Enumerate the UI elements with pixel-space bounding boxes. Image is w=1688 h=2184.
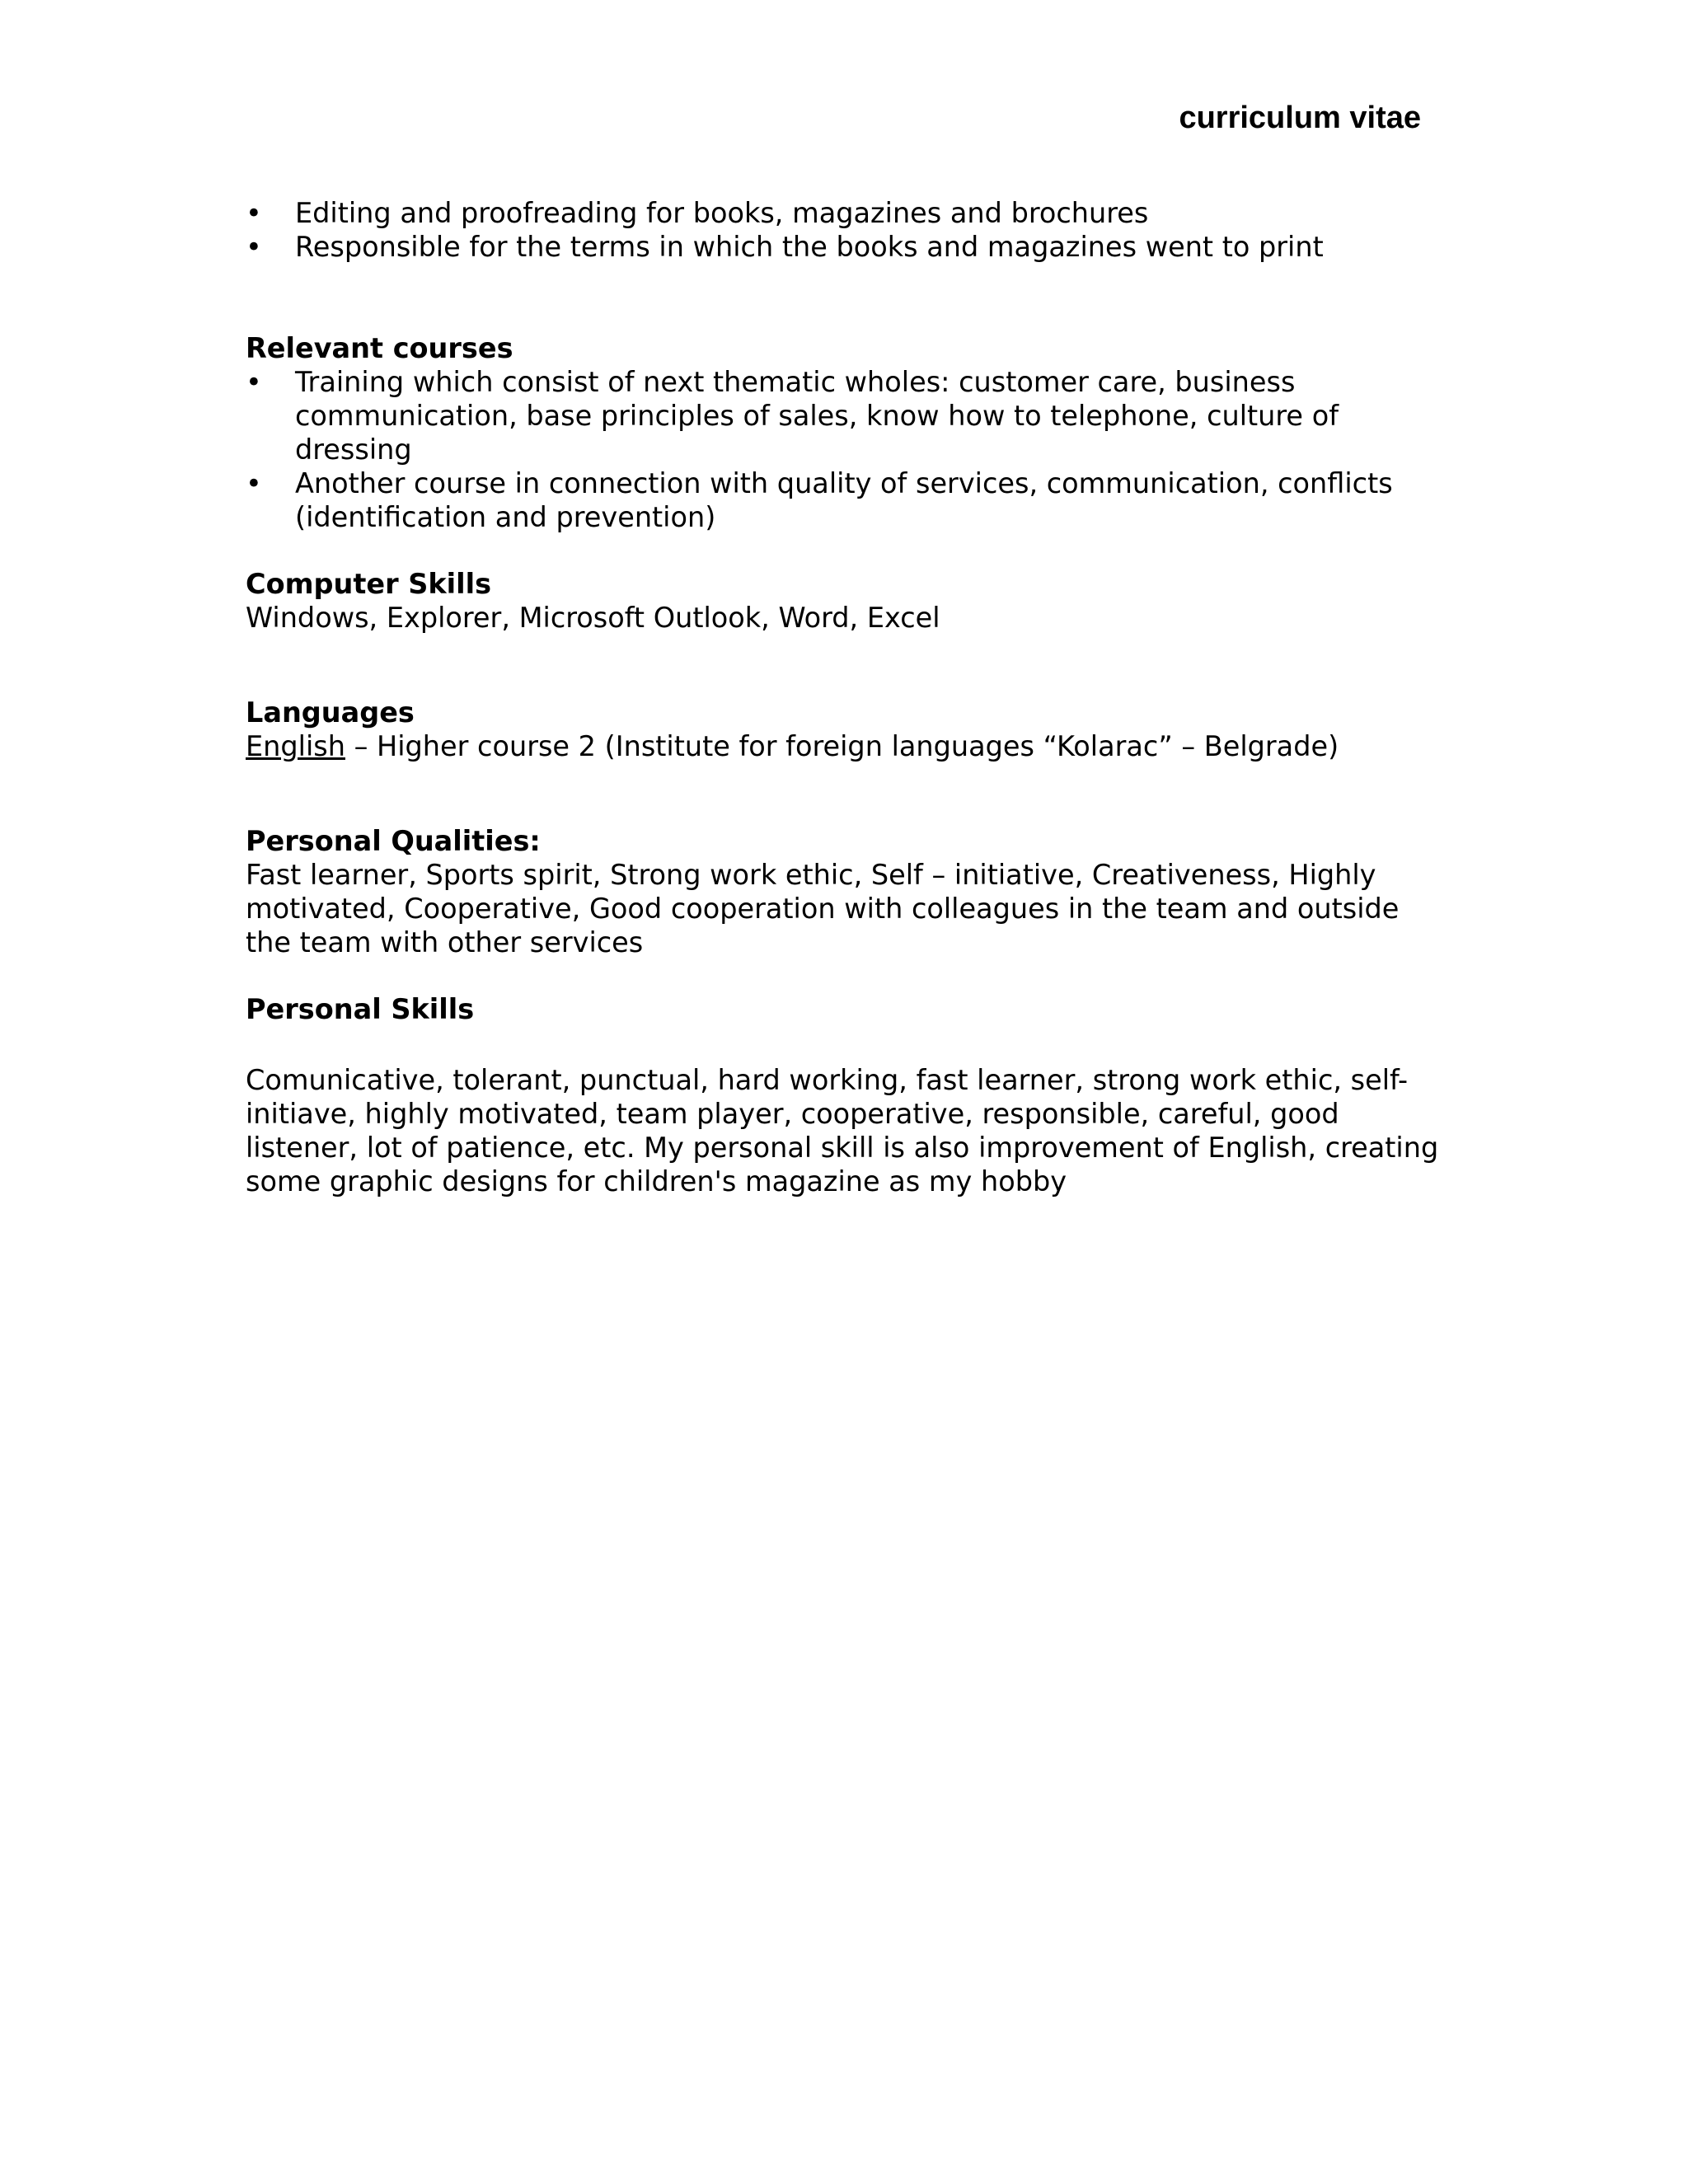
list-item: • Another course in connection with quality of services, communication, conflicts (identification and prevention) — [246, 466, 1449, 534]
personal-skills-section — [246, 992, 1449, 1198]
personal-qualities-text: Fast learner, Sports spirit, Strong work ethic, Self – initiative, Creativeness, Highly motivated, Cooperative, Good cooperation with colleagues in the team and outside the team with other services — [246, 859, 1400, 958]
section-heading: Computer Skills — [246, 568, 492, 600]
languages-text — [246, 729, 1449, 763]
language-detail: – Higher course 2 (Institute for foreign languages “Kolarac” – Belgrade) — [345, 730, 1339, 762]
document-body — [246, 196, 1449, 1198]
list-item: • Training which consist of next thematic wholes: customer care, business communication, base principles of sales, know how to telephone, culture of dressing — [246, 365, 1449, 466]
computer-skills-section — [246, 567, 1449, 635]
personal-skills-text: Comunicative, tolerant, punctual, hard working, fast learner, strong work ethic, self-initiave, highly motivated, team player, cooperative, responsible, careful, good listener, lot of patience, etc. My personal skill is also improvement of English, creating some graphic designs for children's magazine as my hobby — [246, 1064, 1439, 1197]
section-heading: Personal Skills — [246, 993, 475, 1025]
list-item: • Editing and proofreading for books, magazines and brochures — [246, 196, 1449, 230]
list-item: • Responsible for the terms in which the books and magazines went to print — [246, 230, 1449, 264]
languages-section — [246, 696, 1449, 763]
section-heading: Personal Qualities: — [246, 825, 541, 857]
experience-bullet-list — [246, 196, 1449, 264]
language-name: English — [246, 730, 345, 762]
relevant-courses-section — [246, 331, 1449, 534]
page-title: curriculum vitae — [1179, 101, 1421, 135]
personal-qualities-section — [246, 824, 1449, 959]
section-heading: Relevant courses — [246, 332, 513, 364]
section-heading: Languages — [246, 696, 415, 729]
computer-skills-text: Windows, Explorer, Microsoft Outlook, Word, Excel — [246, 602, 940, 634]
courses-list — [246, 365, 1449, 534]
